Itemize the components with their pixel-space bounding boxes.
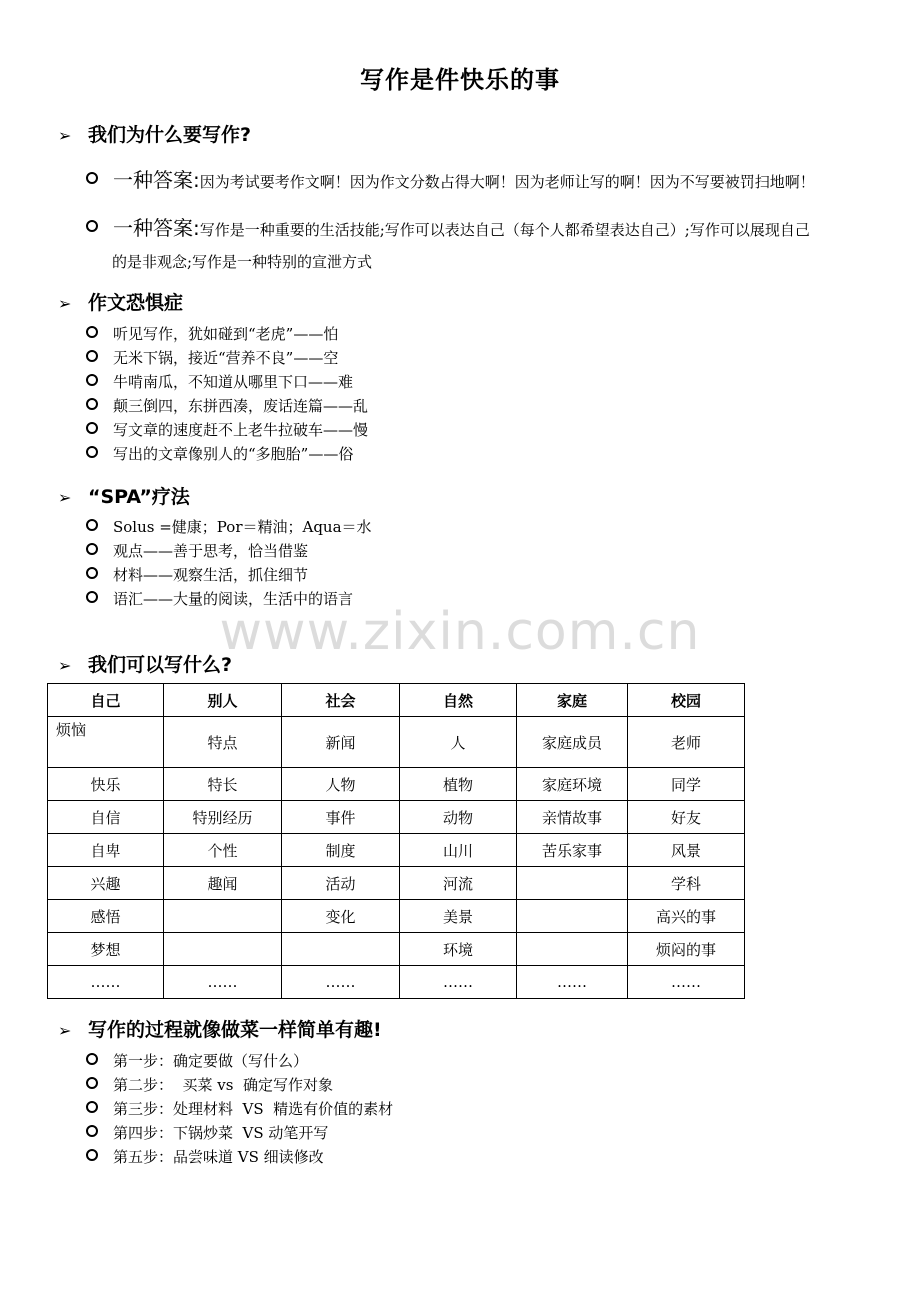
table-row — [48, 966, 745, 999]
table-cell: …… — [628, 966, 745, 999]
table-cell: 梦想 — [48, 933, 164, 966]
table-cell: 人 — [400, 717, 517, 768]
circle-bullet-icon — [86, 172, 98, 184]
table-cell: 植物 — [400, 768, 517, 801]
list-item — [86, 443, 353, 464]
heading-why-write — [58, 120, 251, 147]
answer-text: 写作是一种重要的生活技能;写作可以表达自己（每个人都希望表达自己）;写作可以展现自己 — [199, 221, 810, 239]
table-row — [48, 867, 745, 900]
table-header-cell: 家庭 — [517, 684, 628, 717]
table-cell: 家庭成员 — [517, 717, 628, 768]
table-cell — [282, 933, 400, 966]
arrow-bullet-icon: ➢ — [58, 488, 72, 507]
circle-bullet-icon — [86, 350, 98, 362]
circle-bullet-icon — [86, 1125, 98, 1137]
heading-text: 作文恐惧症 — [88, 292, 184, 314]
list-item — [86, 540, 308, 561]
circle-bullet-icon — [86, 326, 98, 338]
table-cell: 美景 — [400, 900, 517, 933]
topics-table — [47, 683, 745, 999]
answer-text: 因为考试要考作文啊！因为作文分数占得大啊！因为老师让写的啊！因为不写要被罚扫地啊！ — [199, 173, 815, 191]
list-item-text: 第五步：品尝味道 VS 细读修改 — [113, 1148, 324, 1166]
table-row — [48, 801, 745, 834]
list-item — [86, 371, 353, 392]
list-item-text: 材料——观察生活，抓住细节 — [113, 566, 309, 584]
table-cell: 制度 — [282, 834, 400, 867]
table-cell — [517, 933, 628, 966]
table-cell — [517, 900, 628, 933]
table-cell: 河流 — [400, 867, 517, 900]
answer-text-continued: 的是非观念;写作是一种特别的宣泄方式 — [112, 253, 373, 271]
list-item-text: 第二步： 买菜 vs 确定写作对象 — [113, 1076, 334, 1094]
table-cell: 烦恼 — [48, 717, 164, 768]
table-cell: 高兴的事 — [628, 900, 745, 933]
list-item — [86, 1050, 308, 1071]
table-cell: 特长 — [164, 768, 282, 801]
circle-bullet-icon — [86, 1101, 98, 1113]
heading-text: 我们为什么要写作? — [88, 124, 252, 146]
table-cell: 动物 — [400, 801, 517, 834]
list-item — [86, 588, 353, 609]
list-item-text: Solus =健康；Por＝精油；Aqua＝水 — [113, 518, 372, 536]
table-cell: 快乐 — [48, 768, 164, 801]
table-cell: 新闻 — [282, 717, 400, 768]
heading-spa-therapy — [58, 482, 190, 509]
circle-bullet-icon — [86, 543, 98, 555]
heading-text: “SPA”疗法 — [88, 486, 190, 508]
table-cell: 风景 — [628, 834, 745, 867]
list-item-text: 观点——善于思考，恰当借鉴 — [113, 542, 309, 560]
table-cell: …… — [517, 966, 628, 999]
table-cell: 老师 — [628, 717, 745, 768]
table-cell: 变化 — [282, 900, 400, 933]
table-cell: 学科 — [628, 867, 745, 900]
list-item — [86, 419, 368, 440]
table-cell: 感悟 — [48, 900, 164, 933]
table-cell: 自卑 — [48, 834, 164, 867]
arrow-bullet-icon: ➢ — [58, 656, 72, 675]
table-header-cell: 社会 — [282, 684, 400, 717]
heading-text: 我们可以写什么? — [88, 654, 233, 676]
table-row — [48, 717, 745, 768]
watermark: www.zixin.com.cn — [219, 602, 701, 662]
circle-bullet-icon — [86, 374, 98, 386]
table-cell: 自信 — [48, 801, 164, 834]
table-row — [48, 834, 745, 867]
table-row — [48, 768, 745, 801]
arrow-bullet-icon: ➢ — [58, 1021, 72, 1040]
arrow-bullet-icon: ➢ — [58, 126, 72, 145]
table-header-cell: 校园 — [628, 684, 745, 717]
list-item — [86, 516, 372, 537]
table-cell: 家庭环境 — [517, 768, 628, 801]
list-item — [86, 395, 368, 416]
list-item — [86, 1122, 328, 1143]
table-cell: 同学 — [628, 768, 745, 801]
table-cell: 环境 — [400, 933, 517, 966]
table-row — [48, 933, 745, 966]
page-title: 写作是件快乐的事 — [360, 66, 560, 94]
table-cell: 山川 — [400, 834, 517, 867]
table-header-cell: 自己 — [48, 684, 164, 717]
table-cell: 人物 — [282, 768, 400, 801]
list-item — [86, 1098, 393, 1119]
list-item — [86, 1074, 333, 1095]
list-item-text: 写出的文章像别人的“多胞胎”——俗 — [113, 445, 354, 463]
table-header-cell: 别人 — [164, 684, 282, 717]
table-header-row — [48, 684, 745, 717]
table-cell — [517, 867, 628, 900]
answer-lead: 一种答案: — [113, 216, 200, 240]
table-cell: 兴趣 — [48, 867, 164, 900]
table-cell: 好友 — [628, 801, 745, 834]
table-cell: …… — [400, 966, 517, 999]
heading-writing-process — [58, 1015, 382, 1042]
table-cell: …… — [164, 966, 282, 999]
heading-text: 写作的过程就像做菜一样简单有趣! — [88, 1019, 382, 1041]
list-item-text: 听见写作，犹如碰到“老虎”——怕 — [113, 325, 339, 343]
table-cell — [164, 933, 282, 966]
circle-bullet-icon — [86, 1053, 98, 1065]
circle-bullet-icon — [86, 567, 98, 579]
table-cell: 亲情故事 — [517, 801, 628, 834]
answer-lead: 一种答案: — [113, 168, 200, 192]
answer-1 — [86, 164, 876, 198]
circle-bullet-icon — [86, 591, 98, 603]
table-header-cell: 自然 — [400, 684, 517, 717]
table-cell: 特点 — [164, 717, 282, 768]
list-item-text: 写文章的速度赶不上老牛拉破车——慢 — [113, 421, 369, 439]
table-cell: 事件 — [282, 801, 400, 834]
table-cell: 个性 — [164, 834, 282, 867]
list-item-text: 无米下锅，接近“营养不良”——空 — [113, 349, 339, 367]
table-cell: …… — [48, 966, 164, 999]
list-item-text: 第四步：下锅炒菜 VS 动笔开写 — [113, 1124, 329, 1142]
circle-bullet-icon — [86, 398, 98, 410]
list-item-text: 第三步：处理材料 VS 精选有价值的素材 — [113, 1100, 394, 1118]
circle-bullet-icon — [86, 1149, 98, 1161]
list-item-text: 牛啃南瓜，不知道从哪里下口——难 — [113, 373, 354, 391]
arrow-bullet-icon: ➢ — [58, 294, 72, 313]
table-cell: 趣闻 — [164, 867, 282, 900]
circle-bullet-icon — [86, 422, 98, 434]
table-cell: 特别经历 — [164, 801, 282, 834]
table-row — [48, 900, 745, 933]
list-item — [86, 347, 338, 368]
table-cell: 烦闷的事 — [628, 933, 745, 966]
list-item — [86, 564, 308, 585]
list-item-text: 颠三倒四，东拼西凑，废话连篇——乱 — [113, 397, 369, 415]
table-cell: 活动 — [282, 867, 400, 900]
list-item-text: 语汇——大量的阅读，生活中的语言 — [113, 590, 354, 608]
list-item — [86, 1146, 324, 1167]
answer-2 — [86, 212, 876, 278]
circle-bullet-icon — [86, 1077, 98, 1089]
heading-writing-fear — [58, 288, 183, 315]
list-item-text: 第一步：确定要做（写什么） — [113, 1052, 309, 1070]
table-cell: …… — [282, 966, 400, 999]
circle-bullet-icon — [86, 220, 98, 232]
table-cell: 苦乐家事 — [517, 834, 628, 867]
circle-bullet-icon — [86, 446, 98, 458]
table-cell — [164, 900, 282, 933]
circle-bullet-icon — [86, 519, 98, 531]
list-item — [86, 323, 338, 344]
heading-what-to-write — [58, 650, 232, 677]
